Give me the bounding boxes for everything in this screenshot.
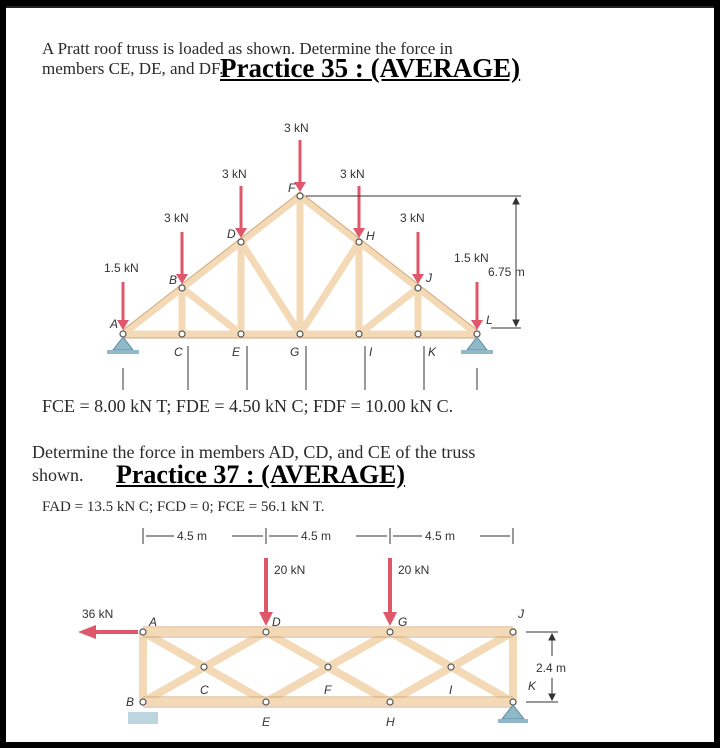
truss1-load-label-l: 1.5 kN bbox=[454, 251, 489, 265]
truss2-node-b: B bbox=[126, 695, 135, 709]
truss2-load-label-d: 20 kN bbox=[274, 563, 306, 577]
truss1-node-k: K bbox=[428, 345, 437, 359]
problem2-text-line1: Determine the force in members AD, CD, and CE of the truss bbox=[32, 442, 476, 462]
pratt-roof-truss-diagram bbox=[6, 6, 714, 406]
truss2-node-g: G bbox=[398, 615, 408, 629]
problem2-text-line2: shown. bbox=[32, 465, 84, 485]
truss2-node-j: J bbox=[518, 607, 524, 621]
truss2-supports bbox=[128, 705, 528, 724]
truss2-node-i: I bbox=[449, 683, 453, 697]
truss1-node-f: F bbox=[288, 181, 296, 195]
truss2-node-d: D bbox=[272, 615, 281, 629]
problem1-text-line2: members CE, DE, and DF. bbox=[42, 59, 224, 78]
truss1-load-label-d: 3 kN bbox=[222, 167, 247, 181]
truss1-node-h: H bbox=[366, 229, 375, 243]
truss1-load-label-a: 1.5 kN bbox=[104, 261, 139, 275]
truss1-height-label: 6.75 m bbox=[488, 265, 525, 279]
problem1-answer: FCE = 8.00 kN T; FDE = 4.50 kN C; FDF = 10.00 kN C. bbox=[42, 396, 454, 416]
truss1-node-a: A bbox=[110, 317, 119, 331]
problem1-text-line1: A Pratt roof truss is loaded as shown. Determine the force in bbox=[42, 39, 453, 58]
problem2-answer: FAD = 13.5 kN C; FCD = 0; FCE = 56.1 kN T. bbox=[42, 499, 325, 515]
truss2-load-label-g: 20 kN bbox=[398, 563, 430, 577]
truss1-load-label-f: 3 kN bbox=[284, 121, 309, 135]
truss1-node-i: I bbox=[369, 345, 373, 359]
truss1-node-j: J bbox=[426, 271, 432, 285]
truss1-load-label-j: 3 kN bbox=[400, 211, 425, 225]
truss2-span-label-1: 4.5 m bbox=[177, 529, 208, 543]
practice-37-heading: Practice 37 : (AVERAGE) bbox=[116, 460, 406, 489]
truss2-node-h: H bbox=[386, 715, 395, 729]
truss1-load-label-h: 3 kN bbox=[340, 167, 365, 181]
truss2-load-label-a: 36 kN bbox=[82, 607, 114, 621]
document-page bbox=[6, 6, 714, 742]
truss1-load-label-b: 3 kN bbox=[164, 211, 189, 225]
truss2-node-e: E bbox=[262, 715, 271, 729]
truss1-node-l: L bbox=[486, 313, 493, 327]
truss2-span-label-2: 4.5 m bbox=[301, 529, 332, 543]
truss1-node-e: E bbox=[232, 345, 241, 359]
truss2-span-label-3: 4.5 m bbox=[425, 529, 456, 543]
truss1-node-d: D bbox=[227, 227, 236, 241]
bridge-truss-diagram bbox=[6, 514, 714, 740]
truss2-node-f: F bbox=[324, 683, 332, 697]
truss2-height-label: 2.4 m bbox=[536, 661, 567, 675]
truss2-node-c: C bbox=[200, 683, 209, 697]
truss1-node-g: G bbox=[290, 345, 300, 359]
truss2-node-k: K bbox=[528, 679, 537, 693]
truss1-node-c: C bbox=[174, 345, 183, 359]
truss1-node-b: B bbox=[169, 273, 178, 287]
truss2-node-a: A bbox=[149, 615, 158, 629]
practice-35-heading: Practice 35 : (AVERAGE) bbox=[220, 53, 521, 83]
